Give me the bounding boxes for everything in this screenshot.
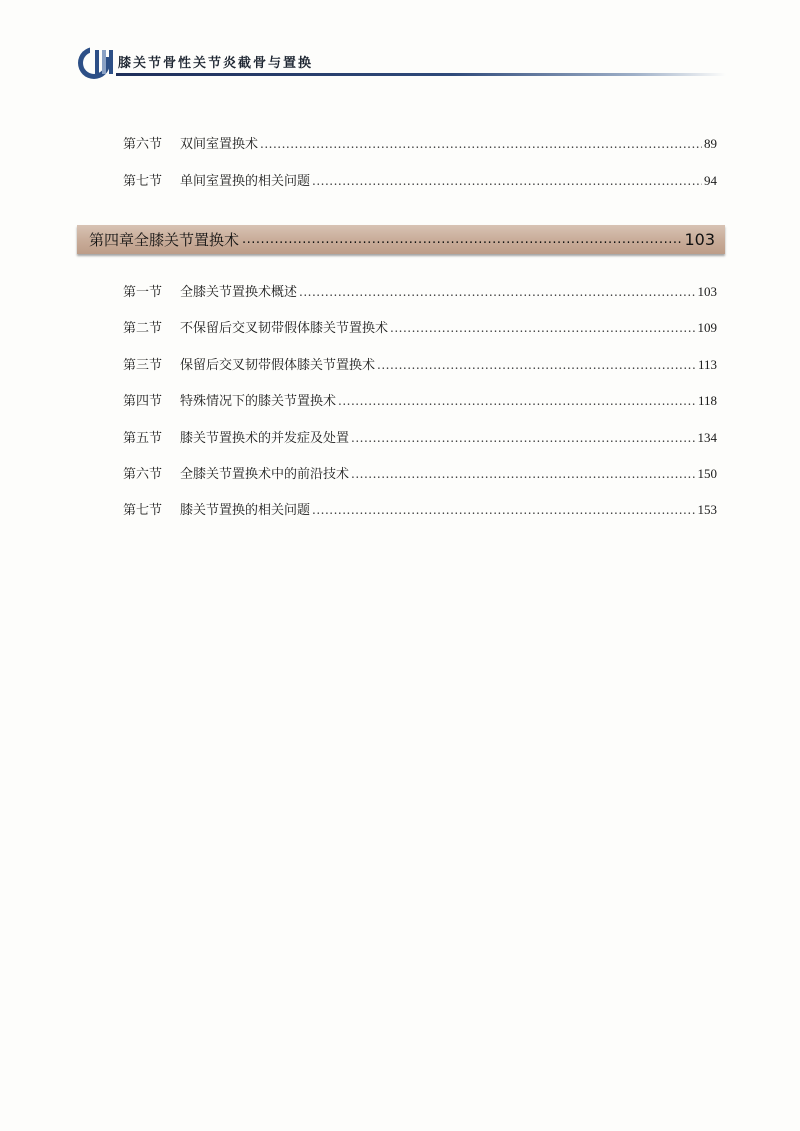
toc-entry[interactable] (123, 354, 717, 374)
section-number: 第二节 (123, 321, 163, 336)
dot-leader (312, 503, 695, 517)
chapter-title: 全膝关节置换术 (134, 231, 240, 249)
dot-leader (377, 358, 696, 372)
toc-entry[interactable] (123, 390, 717, 410)
section-number: 第七节 (123, 174, 163, 189)
running-header (76, 42, 726, 82)
section-title: 双间室置换术 (180, 137, 259, 152)
section-title: 全膝关节置换术概述 (180, 285, 298, 300)
section-title: 单间室置换的相关问题 (180, 174, 311, 189)
dot-leader (260, 137, 702, 151)
toc-entry[interactable] (123, 281, 717, 301)
section-number: 第五节 (123, 431, 163, 446)
section-title: 全膝关节置换术中的前沿技术 (180, 467, 350, 482)
toc-entry[interactable] (123, 170, 717, 190)
book-logo-icon (76, 42, 116, 82)
dot-leader (351, 467, 695, 481)
dot-leader (351, 431, 695, 445)
toc-entry[interactable] (123, 317, 717, 337)
header-title: 膝关节骨性关节炎截骨与置换 (118, 56, 314, 71)
page-number: 103 (697, 284, 717, 299)
section-title: 膝关节置换的相关问题 (180, 503, 311, 518)
section-number: 第四节 (123, 394, 163, 409)
chapter-number: 第四章 (89, 231, 135, 249)
page-number: 150 (697, 466, 717, 481)
section-number: 第六节 (123, 467, 163, 482)
page-number: 94 (704, 173, 717, 188)
section-number: 第一节 (123, 285, 163, 300)
page-number: 109 (697, 320, 717, 335)
chapter-heading[interactable] (77, 225, 725, 254)
page-number: 118 (697, 393, 717, 408)
toc-entry[interactable] (123, 133, 717, 153)
toc-entry[interactable] (123, 499, 717, 519)
page-number: 134 (697, 430, 717, 445)
section-title: 膝关节置换术的并发症及处置 (180, 431, 350, 446)
page-number: 153 (697, 502, 717, 517)
dot-leader (312, 174, 702, 188)
page-number: 89 (704, 136, 717, 151)
section-number: 第六节 (123, 137, 163, 152)
section-title: 不保留后交叉韧带假体膝关节置换术 (180, 321, 389, 336)
section-number: 第三节 (123, 358, 163, 373)
toc-entry[interactable] (123, 427, 717, 447)
toc-entry[interactable] (123, 463, 717, 483)
dot-leader (390, 321, 695, 335)
chapter-page-number: 103 (684, 230, 715, 249)
section-title: 保留后交叉韧带假体膝关节置换术 (180, 358, 376, 373)
page-number: 113 (697, 357, 717, 372)
section-number: 第七节 (123, 503, 163, 518)
dot-leader (299, 285, 695, 299)
header-rule (116, 73, 726, 76)
section-title: 特殊情况下的膝关节置换术 (180, 394, 337, 409)
dot-leader (338, 394, 696, 408)
dot-leader (242, 232, 681, 247)
